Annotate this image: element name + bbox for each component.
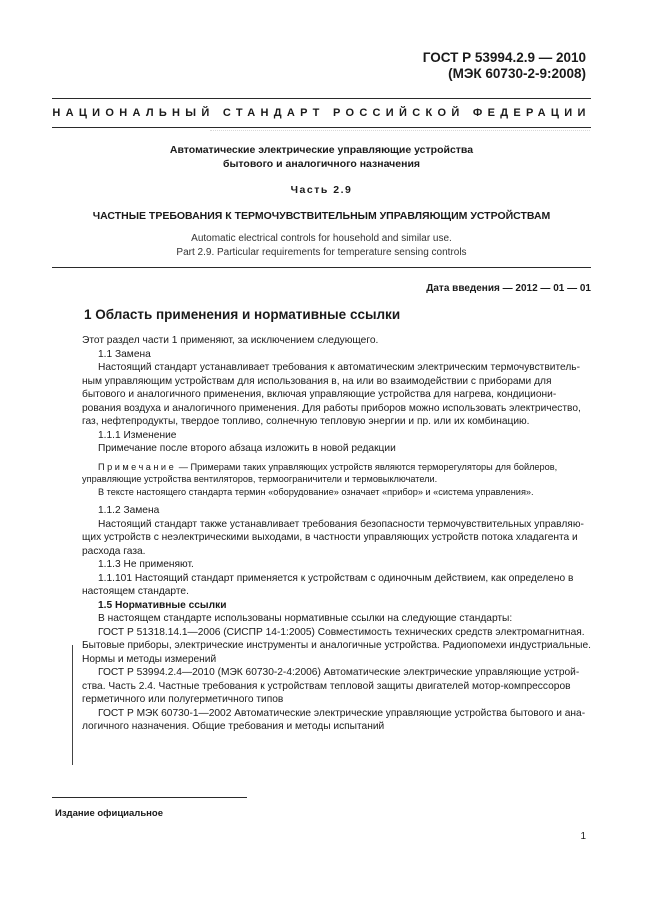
official-edition-label: Издание официальное xyxy=(55,808,163,819)
title-rule xyxy=(52,267,591,268)
introduction-date: Дата введения — 2012 — 01 — 01 xyxy=(426,283,591,294)
paragraph: Настоящий стандарт также устанавливает требования безопасности термочувствительных управляющих устройств с неэлектрическими выходами, в частности управляющих устройств потока хладагента и расхода газа. xyxy=(82,518,584,557)
scan-artifact xyxy=(210,130,590,131)
iec-number: (МЭК 60730-2-9:2008) xyxy=(448,66,586,81)
clause-heading: 1.1.2 Замена xyxy=(98,505,160,516)
paragraph: Настоящий стандарт устанавливает требования к автоматическим электрическим термочувствительным управляющим устройствам для использования в, на или во взаимодействии с приборами для бытового и аналогичного применения, включая управляющие устройства для нагрева, кондиционирования воздуха и аналогичного применения. Для работы приборов можно использовать электричество, газ, нефтепродукты, твердое топливо, солнечную тепловую энергии и пр. или их комбинацию. xyxy=(82,362,581,427)
paragraph: 1.1.101 Настоящий стандарт применяется к устройствам с одиночным действием, как определено в настоящем стандарте. xyxy=(82,572,574,597)
title-line-1: Автоматические электрические управляющие устройства xyxy=(169,144,474,156)
banner-rule xyxy=(52,127,591,128)
revision-bar xyxy=(72,645,73,765)
clause-heading: 1.5 Нормативные ссылки xyxy=(98,599,227,611)
top-rule xyxy=(52,98,591,99)
footer-rule xyxy=(52,797,247,798)
english-title-line-1: Automatic electrical controls for household and similar use. xyxy=(191,233,452,244)
clause-heading: 1.1 Замена xyxy=(98,348,151,360)
paragraph: В настоящем стандарте использованы нормативные ссылки на следующие стандарты: xyxy=(98,613,513,624)
title-line-2: бытового и аналогичного назначения xyxy=(222,158,421,170)
clause-heading: 1.1.1 Изменение xyxy=(98,429,177,441)
paragraph: Этот раздел части 1 применяют, за исключением следующего. xyxy=(82,335,379,346)
document-subtitle: ЧАСТНЫЕ ТРЕБОВАНИЯ К ТЕРМОЧУВСТВИТЕЛЬНЫМ УПРАВЛЯЮЩИМ УСТРОЙСТВАМ xyxy=(92,210,551,222)
english-title-line-2: Part 2.9. Particular requirements for temperature sensing controls xyxy=(176,246,467,258)
page-number: 1 xyxy=(580,831,586,842)
paragraph: 1.1.3 Не применяют. xyxy=(98,559,194,570)
note-label: Примечание xyxy=(98,461,177,472)
standard-designation xyxy=(423,50,586,82)
main-text xyxy=(82,334,591,734)
note: В тексте настоящего стандарта термин «оборудование» означает «прибор» и «система управления». xyxy=(98,486,534,497)
section-heading: 1 Область применения и нормативные ссылки xyxy=(84,307,401,322)
reference-item: ГОСТ Р 53994.2.4—2010 (МЭК 60730-2-4:2006) Автоматические электрические управляющие устройства. Часть 2.4. Частные требования к устройствам тепловой защиты двигателей мотор-компрессоров герметичного или полугерметичного типов xyxy=(82,667,580,705)
document-title xyxy=(52,143,591,171)
paragraph: Примечание после второго абзаца изложить в новой редакции xyxy=(98,443,396,454)
standard-number: ГОСТ Р 53994.2.9 — 2010 xyxy=(422,50,586,65)
part-label: Часть 2.9 xyxy=(290,184,353,196)
note xyxy=(82,461,591,486)
note-text: — Примерами таких управляющих устройств являются терморегуляторы для бойлеров, управляющие устройства вентиляторов, термоограничители и термовыключатели. xyxy=(82,461,558,484)
reference-item: ГОСТ Р МЭК 60730-1—2002 Автоматические электрические управляющие устройства бытового и аналогичного назначения. Общие требования и методы испытаний xyxy=(82,707,586,732)
reference-item: ГОСТ Р 51318.14.1—2006 (СИСПР 14-1:2005) Совместимость технических средств электромагнитная. Бытовые приборы, электрические инструменты и аналогичные устройства. Радиопомехи индустриальные. Нормы и методы измерений xyxy=(82,626,591,665)
english-title xyxy=(52,232,591,259)
national-standard-banner: НАЦИОНАЛЬНЫЙ СТАНДАРТ РОССИЙСКОЙ ФЕДЕРАЦИИ xyxy=(52,107,591,119)
